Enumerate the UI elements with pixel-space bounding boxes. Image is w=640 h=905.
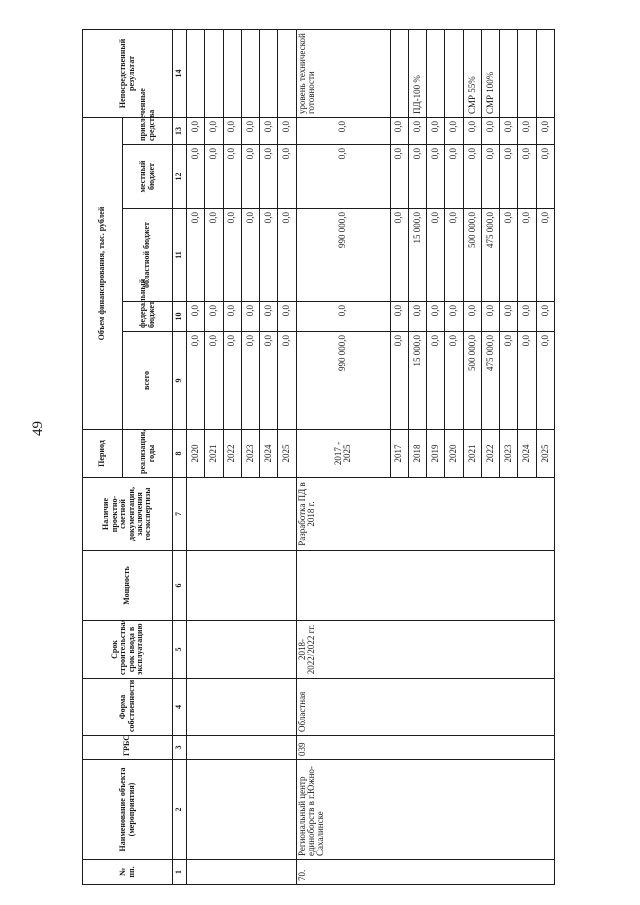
extra-cell: 0,0 [408, 117, 426, 144]
extra-cell: 0,0 [481, 117, 499, 144]
header-capacity: Мощность [83, 551, 173, 621]
prev-ownership-cell [187, 679, 297, 736]
header-regional: областной бюджет [123, 209, 173, 302]
prev-psd-cell [187, 478, 297, 551]
extra-cell: 0,0 [205, 117, 223, 144]
local-cell: 0,0 [481, 145, 499, 209]
year-cell: 2019 [427, 430, 445, 478]
total-cell: 0,0 [500, 332, 518, 430]
header-period-sub: реализации, годы [123, 430, 173, 478]
column-number: 5 [173, 621, 187, 679]
item-capacity-cell [296, 551, 554, 621]
federal-cell: 0,0 [187, 302, 205, 332]
extra-cell: 0,0 [427, 117, 445, 144]
regional-cell: 0,0 [518, 209, 536, 302]
regional-cell: 0,0 [500, 209, 518, 302]
extra-cell: 0,0 [390, 117, 408, 144]
prev-grbs-cell [187, 736, 297, 760]
year-cell: 2023 [500, 430, 518, 478]
total-cell: 0,0 [205, 332, 223, 430]
total-cell: 15 000,0 [408, 332, 426, 430]
column-number: 10 [173, 302, 187, 332]
year-cell: 2025 [278, 430, 296, 478]
header-result: Непосредственный результат [83, 29, 173, 117]
header-federal: федеральный бюджет [123, 302, 173, 332]
federal-cell: 0,0 [518, 302, 536, 332]
year-cell: 2022 [223, 430, 241, 478]
summary-period-cell: 2017 - 2025 [296, 430, 390, 478]
year-cell: 2023 [241, 430, 259, 478]
federal-cell: 0,0 [500, 302, 518, 332]
total-cell: 0,0 [390, 332, 408, 430]
result-cell [205, 29, 223, 117]
item-num-cell: 70. [296, 860, 554, 885]
local-cell: 0,0 [427, 145, 445, 209]
result-cell [241, 29, 259, 117]
column-number: 2 [173, 760, 187, 860]
header-num: № пп. [83, 860, 173, 885]
item-psd-cell: Разработка ПД в 2018 г. [296, 478, 554, 551]
year-cell: 2021 [205, 430, 223, 478]
financing-table-sheet [82, 30, 555, 885]
extra-cell: 0,0 [463, 117, 481, 144]
extra-cell: 0,0 [278, 117, 296, 144]
prev-capacity-cell [187, 551, 297, 621]
extra-cell: 0,0 [536, 117, 554, 144]
column-number: 7 [173, 478, 187, 551]
year-cell: 2021 [463, 430, 481, 478]
item-grbs-cell: 039 [296, 736, 554, 760]
local-cell: 0,0 [445, 145, 463, 209]
financing-table [82, 29, 555, 885]
extra-cell: 0,0 [445, 117, 463, 144]
year-cell: 2022 [481, 430, 499, 478]
federal-cell: 0,0 [241, 302, 259, 332]
total-cell: 0,0 [427, 332, 445, 430]
year-cell: 2025 [536, 430, 554, 478]
federal-cell: 0,0 [408, 302, 426, 332]
header-psd: Наличие проектно-сметной документации, заключения госэкспертизы [83, 478, 173, 551]
federal-cell: 0,0 [223, 302, 241, 332]
table-row [187, 29, 205, 884]
federal-cell: 0,0 [278, 302, 296, 332]
item-construction-cell: 2018-2022/2022 гг. [296, 621, 554, 679]
summary-regional-cell: 990 000,0 [296, 209, 390, 302]
total-cell: 0,0 [187, 332, 205, 430]
regional-cell: 15 000,0 [408, 209, 426, 302]
header-name: Наименование объекта (мероприятия) [83, 760, 173, 860]
extra-cell: 0,0 [518, 117, 536, 144]
federal-cell: 0,0 [427, 302, 445, 332]
extra-cell: 0,0 [223, 117, 241, 144]
regional-cell: 0,0 [205, 209, 223, 302]
total-cell: 475 000,0 [481, 332, 499, 430]
local-cell: 0,0 [278, 145, 296, 209]
local-cell: 0,0 [500, 145, 518, 209]
column-number: 14 [173, 29, 187, 117]
local-cell: 0,0 [223, 145, 241, 209]
federal-cell: 0,0 [260, 302, 278, 332]
summary-federal-cell: 0,0 [296, 302, 390, 332]
regional-cell: 0,0 [390, 209, 408, 302]
regional-cell: 0,0 [241, 209, 259, 302]
regional-cell: 0,0 [445, 209, 463, 302]
regional-cell: 0,0 [278, 209, 296, 302]
header-period: Период [83, 430, 123, 478]
result-cell [536, 29, 554, 117]
item-name-cell: Региональный центр единоборств в г.Южно-Сахалинске [296, 760, 554, 860]
total-cell: 0,0 [445, 332, 463, 430]
local-cell: 0,0 [241, 145, 259, 209]
page-number: 49 [30, 421, 46, 436]
year-cell: 2020 [187, 430, 205, 478]
column-number: 11 [173, 209, 187, 302]
result-cell [390, 29, 408, 117]
local-cell: 0,0 [205, 145, 223, 209]
year-cell: 2018 [408, 430, 426, 478]
total-cell: 0,0 [260, 332, 278, 430]
total-cell: 500 000,0 [463, 332, 481, 430]
total-cell: 0,0 [241, 332, 259, 430]
column-number: 12 [173, 145, 187, 209]
result-cell [223, 29, 241, 117]
table-row-summary [296, 29, 390, 884]
regional-cell: 475 000,0 [481, 209, 499, 302]
local-cell: 0,0 [390, 145, 408, 209]
federal-cell: 0,0 [481, 302, 499, 332]
extra-cell: 0,0 [187, 117, 205, 144]
local-cell: 0,0 [260, 145, 278, 209]
total-cell: 0,0 [536, 332, 554, 430]
federal-cell: 0,0 [463, 302, 481, 332]
local-cell: 0,0 [536, 145, 554, 209]
result-cell: ПД-100 % [408, 29, 426, 117]
summary-local-cell: 0,0 [296, 145, 390, 209]
header-extra: привлеченные средства [123, 117, 173, 144]
federal-cell: 0,0 [536, 302, 554, 332]
result-cell: СМР 55% [463, 29, 481, 117]
regional-cell: 0,0 [187, 209, 205, 302]
header-total: всего [123, 332, 173, 430]
year-cell: 2020 [445, 430, 463, 478]
column-number: 13 [173, 117, 187, 144]
total-cell: 0,0 [278, 332, 296, 430]
summary-total-cell: 990 000,0 [296, 332, 390, 430]
result-cell [500, 29, 518, 117]
item-ownership-cell: Областная [296, 679, 554, 736]
regional-cell: 0,0 [427, 209, 445, 302]
regional-cell: 0,0 [260, 209, 278, 302]
column-number: 3 [173, 736, 187, 760]
extra-cell: 0,0 [260, 117, 278, 144]
summary-result-cell: уровень технической готовности [296, 29, 390, 117]
total-cell: 0,0 [518, 332, 536, 430]
result-cell [278, 29, 296, 117]
header-construction: Срок строительства/срок ввода в эксплуатацию [83, 621, 173, 679]
local-cell: 0,0 [518, 145, 536, 209]
local-cell: 0,0 [187, 145, 205, 209]
year-cell: 2024 [260, 430, 278, 478]
local-cell: 0,0 [463, 145, 481, 209]
result-cell [518, 29, 536, 117]
column-number: 8 [173, 430, 187, 478]
header-ownership: Форма собственности [83, 679, 173, 736]
result-cell [427, 29, 445, 117]
year-cell: 2017 [390, 430, 408, 478]
prev-construction-cell [187, 621, 297, 679]
column-number: 6 [173, 551, 187, 621]
summary-extra-cell: 0,0 [296, 117, 390, 144]
prev-name-cell [187, 760, 297, 860]
federal-cell: 0,0 [445, 302, 463, 332]
extra-cell: 0,0 [241, 117, 259, 144]
result-cell: СМР 100% [481, 29, 499, 117]
column-number: 4 [173, 679, 187, 736]
result-cell [187, 29, 205, 117]
prev-num-cell [187, 860, 297, 885]
year-cell: 2024 [518, 430, 536, 478]
header-local: местный бюджет [123, 145, 173, 209]
federal-cell: 0,0 [205, 302, 223, 332]
result-cell [445, 29, 463, 117]
total-cell: 0,0 [223, 332, 241, 430]
result-cell [260, 29, 278, 117]
extra-cell: 0,0 [500, 117, 518, 144]
regional-cell: 0,0 [223, 209, 241, 302]
header-grbs: ГРБС [83, 736, 173, 760]
federal-cell: 0,0 [390, 302, 408, 332]
regional-cell: 500 000,0 [463, 209, 481, 302]
local-cell: 0,0 [408, 145, 426, 209]
column-number: 1 [173, 860, 187, 885]
header-financing: Объем финансирования, тыс. рублей [83, 117, 123, 429]
column-number: 9 [173, 332, 187, 430]
regional-cell: 0,0 [536, 209, 554, 302]
